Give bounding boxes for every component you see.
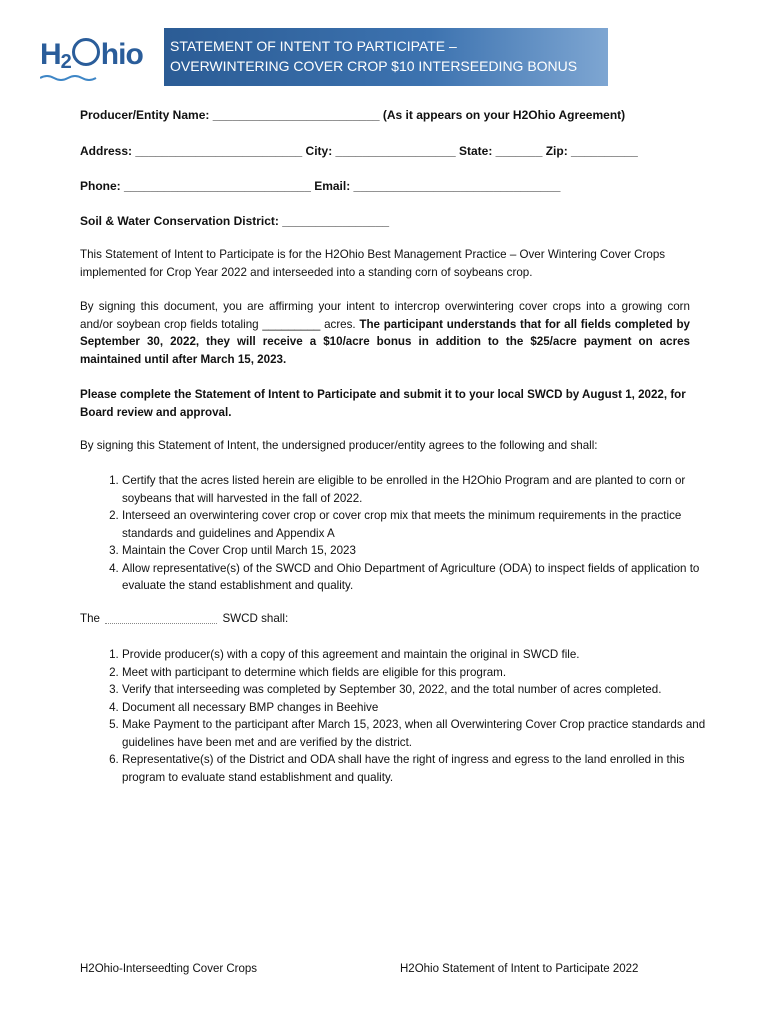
title-line-1: STATEMENT OF INTENT TO PARTICIPATE – [170,38,457,54]
affirm-bold-text: The participant understands that for all fields completed by September 30, 2022, they will receive a $10/acre bonus in addition to the $25/acre payment on acres maintained until after March 15, 2023. [80,317,690,366]
submit-instructions: Please complete the Statement of Intent to Participate and submit it to your local SWCD by August 1, 2022, for Board review and approval. [80,388,686,419]
affirm-paragraph [80,298,690,368]
footer-left: H2Ohio-Interseedting Cover Crops [80,963,258,975]
list-item: 6. Representative(s) of the District and ODA shall have the right of ingress and egress to the land enrolled in this program to evaluate stand establishment and quality. [122,751,730,786]
title-line-2: OVERWINTERING COVER CROP $10 INTERSEEDING BONUS [170,58,578,74]
list-item: 1. Certify that the acres listed herein are eligible to be enrolled in the H2Ohio Program and are planted to corn or soybeans that will harvested in the fall of 2022. [122,472,730,507]
swcd-shall-line [80,611,288,625]
list-item: 2. Interseed an overwintering cover crop or cover crop mix that meets the minimum requirements in the practice standards and guidelines and Appendix A [122,507,730,542]
agree-intro: By signing this Statement of Intent, the undersigned producer/entity agrees to the following and shall: [80,439,598,452]
h2ohio-logo [40,34,160,82]
list-item: 4. Document all necessary BMP changes in Beehive [122,699,730,717]
logo-wave-icon [40,74,100,82]
swcd-shall-label: SWCD shall: [222,612,289,625]
logo-drop-icon [72,38,100,66]
intro-paragraph: This Statement of Intent to Participate is for the H2Ohio Best Management Practice – Over Wintering Cover Crops implemented for Crop Year 2022 and interseeded into a standing corn of soybeans crop. [80,248,666,279]
document-header [40,28,610,88]
swcd-field[interactable]: Soil & Water Conservation District: ________________ [80,214,390,228]
phone-email-field[interactable]: Phone: ____________________________ Email: _______________________________ [80,179,561,193]
title-banner [164,28,608,86]
logo-wordmark: H2 hio [40,38,143,73]
list-item: 2. Meet with participant to determine which fields are eligible for this program. [122,664,730,682]
swcd-name-blank[interactable] [105,611,217,624]
affirm-text: By signing this document, you are affirming your intent to intercrop overwintering cover crops into a growing corn and/or soybean crop fields totaling _________ acres. [80,300,690,331]
producer-obligations-list [80,472,730,595]
producer-name-field[interactable]: Producer/Entity Name: _________________________ (As it appears on your H2Ohio Agreement) [80,108,626,122]
list-item: 3. Maintain the Cover Crop until March 15, 2023 [122,542,730,560]
list-item: 1. Provide producer(s) with a copy of this agreement and maintain the original in SWCD file. [122,646,730,664]
footer-right: H2Ohio Statement of Intent to Participate 2022 [400,963,639,975]
swcd-obligations-list [80,646,730,786]
list-item: 4. Allow representative(s) of the SWCD and Ohio Department of Agriculture (ODA) to inspect fields of application to evaluate the stand establishment and quality. [122,560,730,595]
list-item: 5. Make Payment to the participant after March 15, 2023, when all Overwintering Cover Crop practice standards and guidelines have been met and are verified by the district. [122,716,730,751]
address-field[interactable]: Address: _________________________ City: __________________ State: _______ Zip: __________ [80,144,638,158]
the-label: The [80,612,100,625]
list-item: 3. Verify that interseeding was completed by September 30, 2022, and the total number of acres completed. [122,681,730,699]
